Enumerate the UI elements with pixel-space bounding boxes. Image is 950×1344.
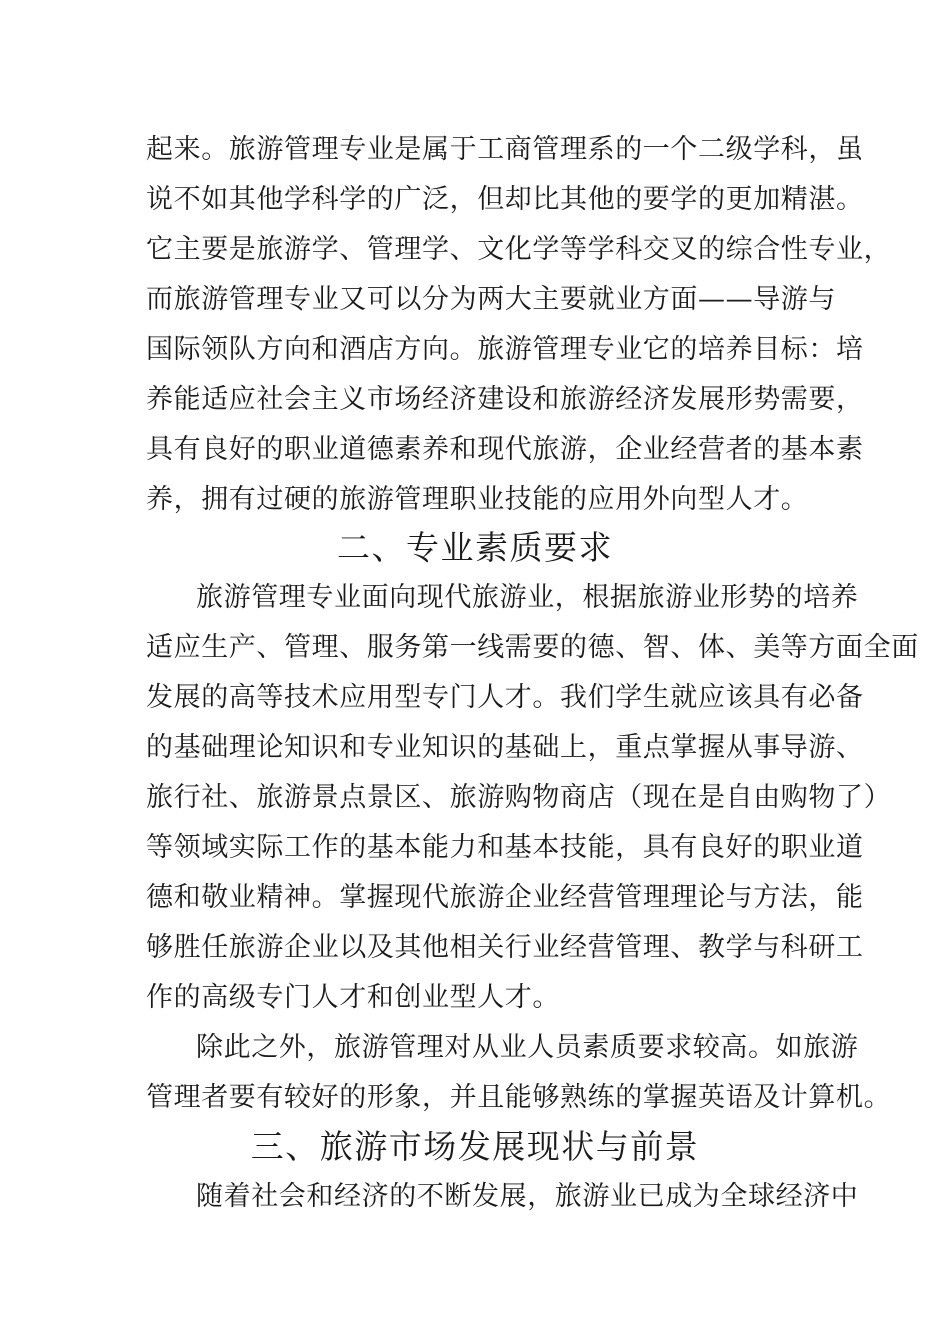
- paragraph-line: 旅行社、旅游景点景区、旅游购物商店（现在是自由购物了）: [146, 782, 892, 813]
- paragraph-line: 除此之外，旅游管理对从业人员素质要求较高。如旅游: [196, 1032, 859, 1063]
- paragraph-line: 说不如其他学科学的广泛，但却比其他的要学的更加精湛。: [146, 184, 864, 215]
- paragraph-line: 够胜任旅游企业以及其他相关行业经营管理、教学与科研工: [146, 932, 864, 963]
- paragraph-line: 的基础理论知识和专业知识的基础上，重点掌握从事导游、: [146, 732, 864, 763]
- paragraph-line: 具有良好的职业道德素养和现代旅游，企业经营者的基本素: [146, 434, 864, 465]
- paragraph-line: 适应生产、管理、服务第一线需要的德、智、体、美等方面全面: [146, 632, 919, 663]
- paragraph-line: 而旅游管理专业又可以分为两大主要就业方面——导游与: [146, 284, 836, 315]
- paragraph-line: 等领域实际工作的基本能力和基本技能，具有良好的职业道: [146, 832, 864, 863]
- paragraph-line: 随着社会和经济的不断发展，旅游业已成为全球经济中: [196, 1181, 859, 1212]
- paragraph-line: 养能适应社会主义市场经济建设和旅游经济发展形势需要，: [146, 384, 864, 415]
- paragraph-line: 德和敬业精神。掌握现代旅游企业经营管理理论与方法，能: [146, 882, 864, 913]
- paragraph-line: 它主要是旅游学、管理学、文化学等学科交叉的综合性专业，: [146, 234, 892, 265]
- paragraph-line: 旅游管理专业面向现代旅游业，根据旅游业形势的培养: [196, 582, 859, 613]
- paragraph-line: 作的高级专门人才和创业型人才。: [146, 982, 560, 1013]
- paragraph-line: 管理者要有较好的形象，并且能够熟练的掌握英语及计算机。: [146, 1082, 892, 1113]
- paragraph-line: 发展的高等技术应用型专门人才。我们学生就应该具有必备: [146, 682, 864, 713]
- paragraph-line: 起来。旅游管理专业是属于工商管理系的一个二级学科，虽: [146, 134, 864, 165]
- paragraph-line: 国际领队方向和酒店方向。旅游管理专业它的培养目标：培: [146, 334, 864, 365]
- paragraph-line: 养，拥有过硬的旅游管理职业技能的应用外向型人才。: [146, 484, 809, 515]
- section-heading: 二、专业素质要求: [337, 528, 613, 567]
- section-heading: 三、旅游市场发展现状与前景: [250, 1127, 700, 1166]
